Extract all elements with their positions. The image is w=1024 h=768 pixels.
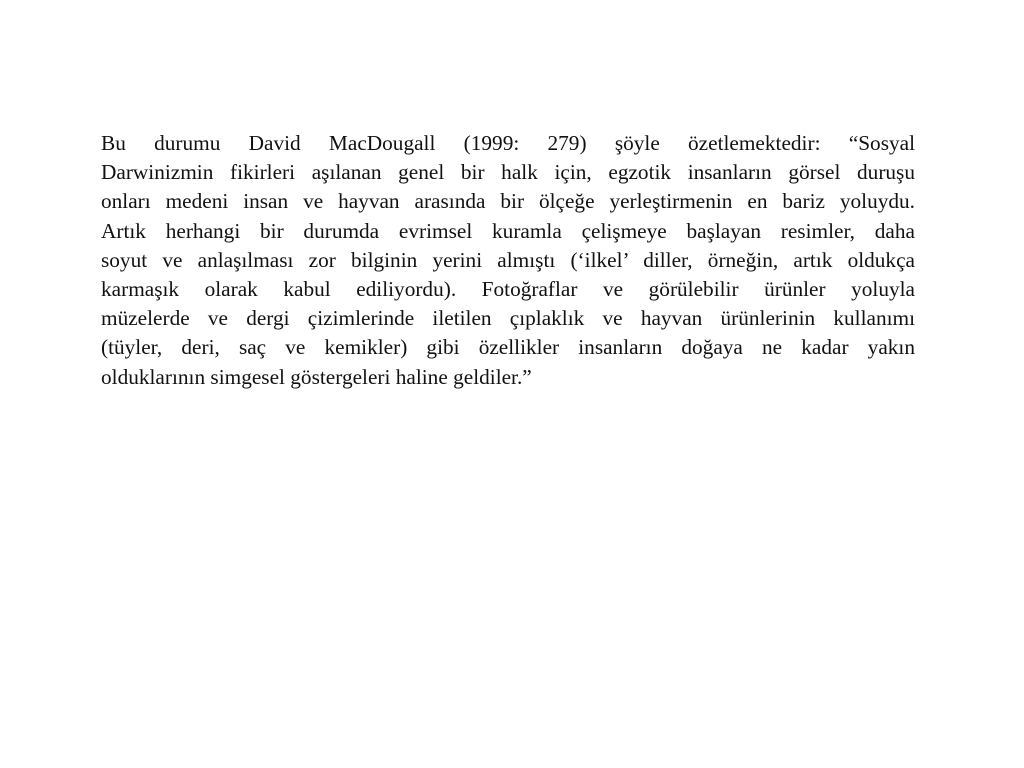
paragraph-line: Artık herhangi bir durumda evrimsel kuramla çelişmeye başlayan resimler, daha bbox=[101, 218, 915, 243]
quote-paragraph bbox=[101, 129, 915, 392]
paragraph-line: olduklarının simgesel göstergeleri haline geldiler.” bbox=[101, 364, 532, 389]
paragraph-line: soyut ve anlaşılması zor bilginin yerini almıştı (‘ilkel’ diller, örneğin, artık oldukça bbox=[101, 247, 915, 272]
paragraph-line: Darwinizmin fikirleri aşılanan genel bir halk için, egzotik insanların görsel duruşu bbox=[101, 160, 915, 185]
paragraph-line: (tüyler, deri, saç ve kemikler) gibi özellikler insanların doğaya ne kadar yakın bbox=[101, 335, 915, 360]
paragraph-line: karmaşık olarak kabul ediliyordu). Fotoğraflar ve görülebilir ürünler yoluyla bbox=[101, 276, 915, 301]
paragraph-line: Bu durumu David MacDougall (1999: 279) şöyle özetlemektedir: “Sosyal bbox=[101, 131, 915, 155]
paragraph-line: onları medeni insan ve hayvan arasında bir ölçeğe yerleştirmenin en bariz yoluydu. bbox=[101, 189, 915, 214]
paragraph-line: müzelerde ve dergi çizimlerinde iletilen çıplaklık ve hayvan ürünlerinin kullanımı bbox=[101, 306, 915, 331]
